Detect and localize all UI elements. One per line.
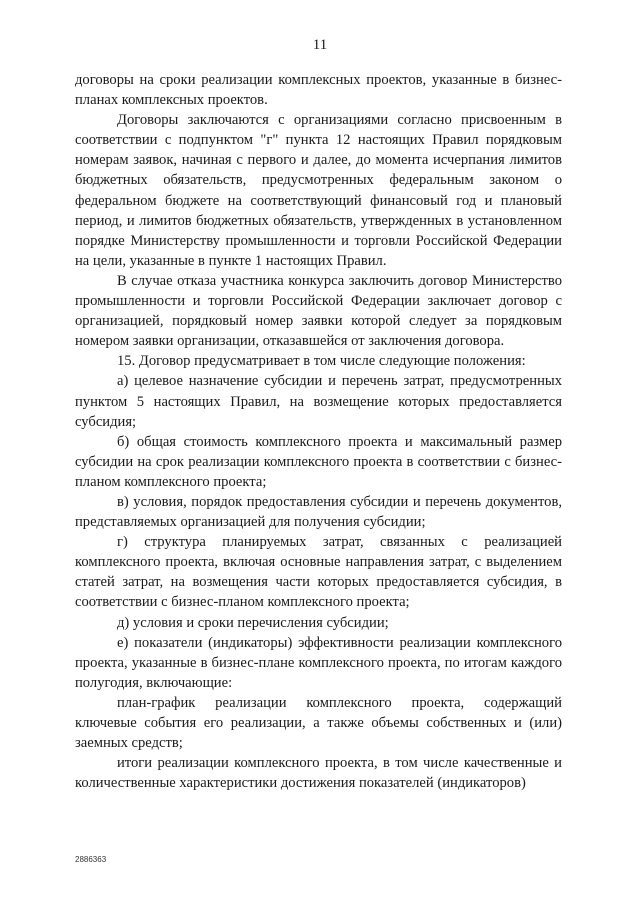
page-number: 11 xyxy=(312,37,328,53)
paragraph-contracts-order: Договоры заключаются с организациями согласно присвоенным в соответствии с подпунктом "г" пункта 12 настоящих Правил порядковым номерам заявок, начиная с первого и далее, до момента исчерпания лимитов бюджетных обязательств, предусмотренных федеральным законом о федеральном бюджете на соответствующий финансовый год и плановый период, и лимитов бюджетных обязательств, утвержденных в установленном порядке Министерству промышленности и торговли Российской Федерации на цели, указанные в пункте 1 настоящих Правил. xyxy=(75,112,562,269)
paragraph-item-a: а) целевое назначение субсидии и перечень затрат, предусмотренных пунктом 5 настоящих Правил, на возмещение которых предоставляется субсидия; xyxy=(75,373,562,430)
paragraph-refusal-case: В случае отказа участника конкурса заключить договор Министерство промышленности и торговли Российской Федерации заключает договор с организацией, порядковый номер заявки которой следует за порядковым номером заявки организации, отказавшейся от заключения договора. xyxy=(75,272,562,350)
paragraph-results: итоги реализации комплексного проекта, в том числе качественные и количественные характеристики достижения показателей (индикаторов) xyxy=(75,755,562,792)
paragraph-item-d: д) условия и сроки перечисления субсидии; xyxy=(117,614,389,631)
footer-document-code: 2886363 xyxy=(75,855,107,864)
paragraph-item-g: г) структура планируемых затрат, связанных с реализацией комплексного проекта, включая основные направления затрат, с выделением статей затрат, на возмещения части которых предоставляется субсидия, в соответствии с бизнес-планом комплексного проекта; xyxy=(75,534,562,611)
paragraph-item-v: в) условия, порядок предоставления субсидии и перечень документов, представляемых организацией для получения субсидии; xyxy=(75,493,562,531)
paragraph-contracts-terms: договоры на сроки реализации комплексных проектов, указанные в бизнес-планах комплексных проектов. xyxy=(75,72,562,109)
paragraph-schedule: план-график реализации комплексного проекта, содержащий ключевые события его реализации, а также объемы собственных и (или) заемных средств; xyxy=(75,694,562,752)
paragraph-item-e: е) показатели (индикаторы) эффективности реализации комплексного проекта, указанные в бизнес-плане комплексного проекта, по итогам каждого полугодия, включающие: xyxy=(75,634,562,691)
document-body xyxy=(75,70,562,793)
paragraph-clause-15: 15. Договор предусматривает в том числе следующие положения: xyxy=(117,353,526,370)
paragraph-item-b: б) общая стоимость комплексного проекта и максимальный размер субсидии на срок реализации комплексного проекта в соответствии с бизнес-планом комплексного проекта; xyxy=(75,433,562,490)
